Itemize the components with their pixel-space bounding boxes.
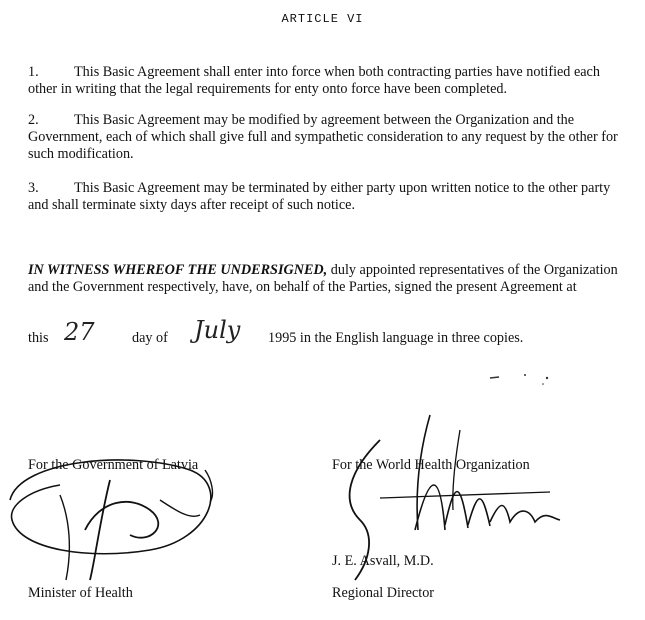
- paragraph-3: [28, 180, 620, 214]
- witness-text: duly appointed representatives of the Organization and the Government respectively, have, on behalf of the Parties, signed the present Agreement at: [28, 262, 618, 295]
- left-signatory-for-label: For the Government of Latvia: [28, 457, 199, 473]
- right-signatory-for-label: For the World Health Organization: [332, 457, 530, 473]
- witness-lead: IN WITNESS WHEREOF THE UNDERSIGNED,: [28, 262, 328, 278]
- handwritten-month: July: [194, 316, 241, 344]
- date-rest-text: 1995 in the English language in three copies.: [268, 330, 524, 346]
- paragraph-text: This Basic Agreement may be terminated by either party upon written notice to the other party and shall terminate sixty days after receipt of such notice.: [28, 180, 611, 213]
- paragraph-number: 1.: [28, 64, 39, 80]
- paragraph-2: [28, 112, 620, 163]
- scan-specks: [485, 370, 565, 390]
- article-heading: ARTICLE VI: [281, 12, 364, 26]
- date-this-label: this: [28, 330, 49, 346]
- latvia-signature: [0, 440, 250, 600]
- handwritten-day: 27: [64, 318, 95, 346]
- signing-date-line: [28, 316, 620, 368]
- paragraph-number: 3.: [28, 180, 39, 196]
- paragraph-text: This Basic Agreement shall enter into force when both contracting parties have notified each other in writing that the legal requirements for enty onto force have been completed.: [28, 64, 600, 97]
- paragraph-number: 2.: [28, 112, 39, 128]
- right-signatory-title: Regional Director: [332, 585, 435, 601]
- paragraph-1: [28, 64, 620, 98]
- paragraph-text: This Basic Agreement may be modified by agreement between the Organization and the Government, each of which shall give full and sympathetic consideration to any request by the other for such modification.: [28, 112, 618, 162]
- right-signatory-name: J. E. Asvall, M.D.: [332, 553, 434, 569]
- left-signatory-title: Minister of Health: [28, 585, 133, 601]
- date-day-of-label: day of: [132, 330, 168, 346]
- witness-clause: [28, 262, 620, 296]
